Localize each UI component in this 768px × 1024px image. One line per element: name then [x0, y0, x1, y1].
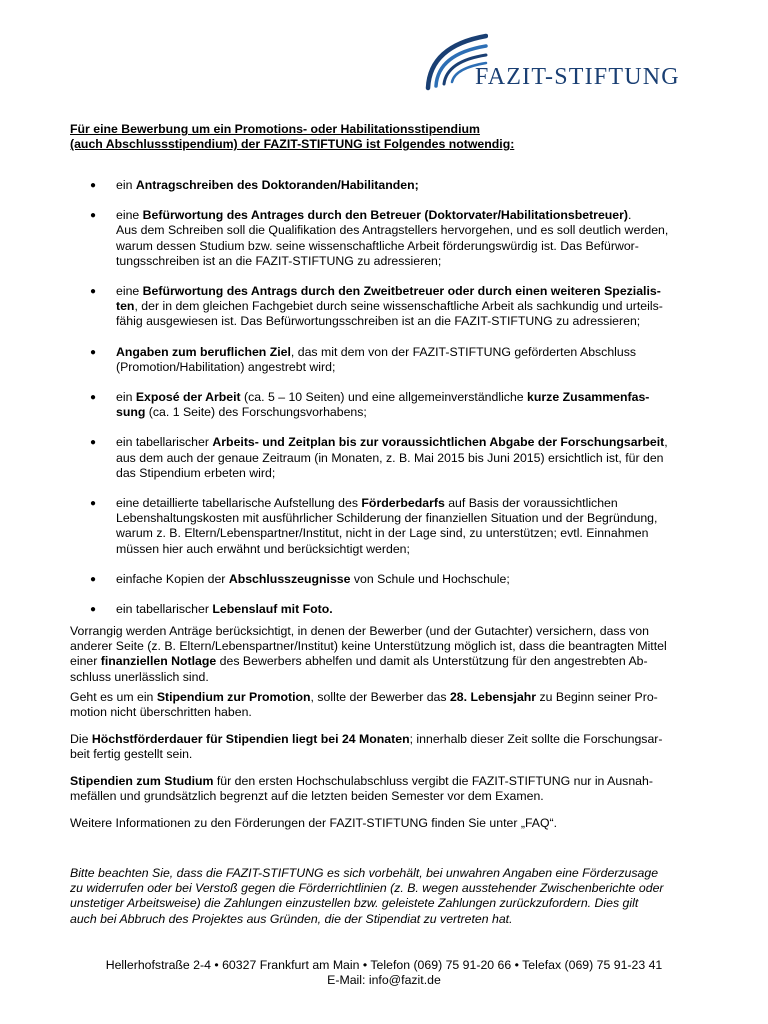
bullet-icon: ●: [90, 346, 97, 358]
text-line: beit fertig gestellt sein.: [70, 747, 193, 762]
text: einfache Kopien der: [116, 571, 229, 586]
text-line: schluss unerlässlich sind.: [70, 669, 209, 684]
bold-text: Förderbedarfs: [361, 496, 445, 511]
list-item: [70, 496, 710, 557]
text: ,: [664, 435, 668, 450]
paragraph-more-info: [70, 816, 710, 831]
bullet-icon: ●: [90, 210, 97, 222]
footer-address: Hellerhofstraße 2-4 • 60327 Frankfurt am Main • Telefon (069) 75 91-20 66 • Telefax (069) 75 91-23 41: [105, 958, 663, 972]
bold-text: kurze Zusammenfas-: [527, 390, 650, 405]
bold-text: Stipendien zum Studium: [70, 774, 214, 788]
text: Geht es um ein: [70, 690, 157, 704]
bold-text: Arbeits- und Zeitplan bis zur voraussichtlichen Abgabe der Forschungsarbeit: [212, 435, 665, 450]
text: .: [628, 208, 632, 223]
heading-line: (auch Abschlussstipendium) der FAZIT-STIFTUNG ist Folgendes notwendig:: [70, 137, 515, 152]
bullet-icon: ●: [90, 392, 97, 404]
list-item: [70, 208, 710, 269]
text: , sollte der Bewerber das: [310, 690, 450, 704]
bold-text: Befürwortung des Antrags durch den Zweitbetreuer oder durch einen weiteren Spezialis-: [142, 284, 661, 299]
bold-text: ten: [116, 299, 135, 314]
text: von Schule und Hochschule;: [350, 571, 510, 586]
text: ; innerhalb dieser Zeit sollte die Forschungsar-: [409, 732, 663, 746]
paragraph-age-limit: [70, 690, 710, 720]
text: , der in dem gleichen Fachgebiet durch seine wissenschaftliche Arbeit als sachkundig und urteils-: [134, 299, 663, 314]
bullet-icon: ●: [90, 604, 97, 616]
bullet-icon: ●: [90, 286, 97, 298]
list-item: [70, 178, 710, 193]
text-line: anderer Seite (z. B. Eltern/Lebenspartner/Institut) keine Unterstützung möglich ist, dass die beantragten Mittel: [70, 639, 667, 654]
bold-text: Antragschreiben des Doktoranden/Habilitanden;: [135, 178, 419, 192]
text-line: aus dem auch der genaue Zeitraum (in Monaten, z. B. Mai 2015 bis Juni 2015) ersichtlich ist, für den: [116, 450, 664, 465]
text: eine: [116, 284, 143, 299]
text-line: motion nicht überschritten haben.: [70, 705, 252, 720]
bullet-icon: ●: [90, 573, 97, 585]
bold-text: 28. Lebensjahr: [449, 690, 537, 704]
bold-text: sung: [116, 405, 146, 420]
text-line: Aus dem Schreiben soll die Qualifikation des Antragstellers hervorgehen, und es soll deutlich werden,: [116, 223, 669, 238]
footer: [0, 958, 768, 988]
text-line: fähig ausgewiesen ist. Das Befürwortungsschreiben ist an die FAZIT-STIFTUNG zu adressieren;: [116, 314, 641, 329]
bold-text: Lebenslauf mit Foto.: [212, 602, 333, 617]
bold-text: finanziellen Notlage: [100, 654, 217, 669]
paragraph-duration: [70, 732, 710, 762]
bold-text: Befürwortung des Antrages durch den Betreuer (Doktorvater/Habilitationsbetreuer): [142, 208, 629, 223]
text: für den ersten Hochschulabschluss vergibt die FAZIT-STIFTUNG nur in Ausnah-: [213, 774, 653, 788]
text-line: mefällen und grundsätzlich begrenzt auf die letzten beiden Semester vor dem Examen.: [70, 789, 544, 804]
text-line: Vorrangig werden Anträge berücksichtigt, in denen der Bewerber (und der Gutachter) versichern, dass von: [70, 624, 649, 638]
list-item: [70, 345, 710, 375]
bullet-icon: ●: [90, 437, 97, 449]
list-item: [70, 284, 710, 330]
footer-email: E-Mail: info@fazit.de: [327, 973, 441, 988]
text: ein tabellarischer: [116, 602, 213, 617]
brand-name: FAZIT-STIFTUNG: [475, 64, 680, 90]
text-line: das Stipendium erbeten wird;: [116, 465, 276, 480]
list-item: [70, 572, 710, 587]
bullet-icon: ●: [90, 180, 97, 191]
text-line: Lebenshaltungskosten mit ausführlicher Schilderung der finanziellen Situation und der Begründung,: [116, 511, 658, 526]
text: zu Beginn seiner Pro-: [536, 690, 658, 704]
text-line: warum z. B. Eltern/Lebenspartner/Institut, nicht in der Lage sind, zu unterstützen; evtl. Einnahmen: [116, 526, 649, 541]
text-line: Weitere Informationen zu den Förderungen der FAZIT-STIFTUNG finden Sie unter „FAQ“.: [70, 816, 558, 830]
requirements-list: [70, 178, 710, 617]
paragraph-priority: [70, 624, 710, 685]
text: (ca. 5 – 10 Seiten) und eine allgemeinverständliche: [240, 390, 528, 405]
text: ein: [116, 178, 136, 192]
bold-text: Höchstförderdauer für Stipendien liegt bei 24 Monaten: [91, 732, 410, 746]
text: , das mit dem von der FAZIT-STIFTUNG geförderten Abschluss: [290, 344, 637, 359]
text: ein tabellarischer: [116, 435, 213, 450]
text: eine detaillierte tabellarische Aufstellung des: [116, 496, 362, 511]
list-item: [70, 435, 710, 481]
text-line: zu widerrufen oder bei Verstoß gegen die Förderrichtlinien (z. B. wegen ausstehender Zwischenberichte oder: [70, 881, 664, 896]
text: Die: [70, 732, 92, 746]
paragraph-study-grants: [70, 774, 710, 804]
list-item: [70, 602, 710, 617]
bullet-icon: ●: [90, 498, 97, 510]
page-heading: [70, 122, 710, 152]
text-line: müssen hier auch erwähnt und berücksichtigt werden;: [116, 541, 410, 556]
text: des Bewerbers abhelfen und damit als Unterstützung für den angestrebten Ab-: [216, 654, 648, 669]
text: (ca. 1 Seite) des Forschungsvorhabens;: [145, 405, 367, 420]
text-line: Bitte beachten Sie, dass die FAZIT-STIFTUNG es sich vorbehält, bei unwahren Angaben eine Förderzusage: [70, 866, 659, 880]
bold-text: Abschlusszeugnisse: [228, 571, 351, 586]
text-line: unstetiger Arbeitsweise) die Zahlungen einzustellen bzw. geleistete Zahlungen zurückzufordern. Dies gilt: [70, 896, 639, 911]
text: eine: [116, 208, 143, 223]
bold-text: Exposé der Arbeit: [135, 390, 241, 405]
heading-line: Für eine Bewerbung um ein Promotions- oder Habilitationsstipendium: [70, 122, 480, 136]
text-line: tungsschreiben ist an die FAZIT-STIFTUNG zu adressieren;: [116, 253, 442, 268]
bold-text: Stipendium zur Promotion: [156, 690, 311, 704]
fazit-logo: [418, 26, 718, 106]
list-item: [70, 390, 710, 420]
text: ein: [116, 390, 136, 405]
bold-text: Angaben zum beruflichen Ziel: [116, 344, 291, 359]
notice-paragraph: [70, 866, 710, 927]
text-line: (Promotion/Habilitation) angestrebt wird;: [116, 359, 336, 374]
text: auf Basis der voraussichtlichen: [444, 496, 618, 511]
text: einer: [70, 654, 101, 669]
text-line: warum dessen Studium bzw. seine wissenschaftliche Arbeit förderungswürdig ist. Das Befürwor-: [116, 238, 639, 253]
text-line: auch bei Abbruch des Projektes aus Gründen, die der Stipendiat zu vertreten hat.: [70, 911, 513, 926]
